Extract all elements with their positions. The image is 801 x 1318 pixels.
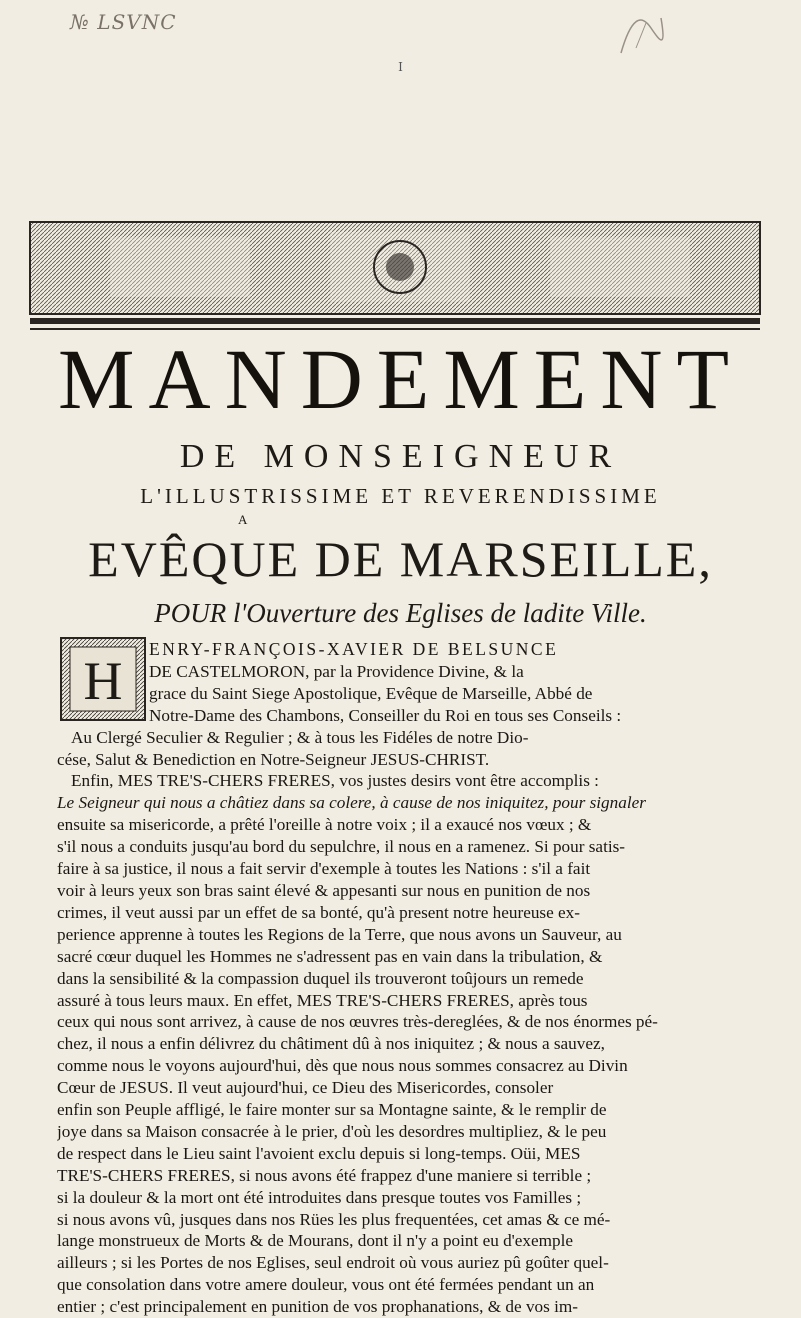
body-line: Au Clergé Seculier & Regulier ; & à tous les Fidéles de notre Dio- <box>71 727 529 747</box>
body-line: ENRY-FRANÇOIS-XAVIER DE BELSUNCE <box>149 639 559 659</box>
title-rule-thin <box>30 328 760 330</box>
body-line: si nous avons vû, jusques dans nos Rües les plus frequentées, cet amas & ce mé- <box>57 1209 611 1229</box>
body-line: cése, Salut & Benediction en Notre-Seigneur JESUS-CHRIST. <box>57 749 490 769</box>
page-number: I <box>398 60 403 74</box>
body-line: de respect dans le Lieu saint l'avoient exclu depuis si long-temps. Oüi, MES <box>57 1143 581 1163</box>
body-line: sacré cœur duquel les Hommes ne s'adressent pas en vain dans la tribulation, & <box>57 946 603 966</box>
body-line: lange monstrueux de Morts & de Mourans, dont il n'y a point eu d'exemple <box>57 1231 573 1251</box>
handwritten-flourish <box>611 8 671 58</box>
body-line: Enfin, MES TRE'S-CHERS FRERES, vos justes desirs vont être accomplis : <box>71 771 599 791</box>
body-line: perience apprenne à toutes les Regions de la Terre, que nous avons un Sauveur, au <box>57 924 622 944</box>
decorative-headpiece <box>0 72 801 322</box>
body-line: Notre-Dame des Chambons, Conseiller du Roi en tous ses Conseils : <box>149 705 622 725</box>
body-line: dans la sensibilité & la compassion duquel ils trouveront toûjours un remede <box>57 968 584 988</box>
subtitle-de-monseigneur: DE MONSEIGNEUR <box>179 438 622 475</box>
body-line: si la douleur & la mort ont été introduites dans presque toutes vos Familles ; <box>57 1187 582 1207</box>
subtitle-a: A <box>238 512 248 527</box>
body-line: crimes, il veut aussi par un effet de sa bonté, qu'à present notre heureuse ex- <box>57 902 580 922</box>
body-line: entier ; c'est principalement en punition de vos prophanations, & de vos im- <box>57 1297 578 1317</box>
body-line: enfin son Peuple affligé, le faire monter sur sa Montagne sainte, & le remplir de <box>57 1100 607 1120</box>
body-line: assuré à tous leurs maux. En effet, MES TRE'S-CHERS FRERES, après tous <box>57 990 588 1010</box>
body-line: s'il nous a conduits jusqu'au bord du sepulchre, il nous en a ramenez. Si pour satis- <box>57 837 626 857</box>
document-title: MANDEMENT <box>58 331 743 427</box>
title-rule-heavy <box>30 318 760 324</box>
body-line: ensuite sa misericorde, a prêté l'oreille à notre voix ; il a exaucé nos vœux ; & <box>57 815 592 835</box>
svg-text:H: H <box>83 651 123 711</box>
body-line: que consolation dans votre amere douleur, vous ont été fermées pendant un an <box>57 1275 595 1295</box>
body-line: joye dans sa Maison consacrée à le prier, d'où les desordres multipliez, & le peu <box>57 1121 607 1141</box>
body-line: chez, il nous a enfin délivrez du châtiment dû à nos iniquitez ; & nous a sauvez, <box>57 1034 605 1054</box>
body-line: voir à leurs yeux son bras saint élevé & appesanti sur nous en punition de nos <box>57 880 591 900</box>
body-line: grace du Saint Siege Apostolique, Evêque de Marseille, Abbé de <box>149 683 593 703</box>
body-line: Cœur de JESUS. Il veut aujourd'hui, ce Dieu des Misericordes, consoler <box>57 1078 554 1098</box>
mandement-body <box>57 639 775 1318</box>
subtitle-pour: POUR l'Ouverture des Eglises de ladite Ville. <box>154 598 647 628</box>
subtitle-illustrissime: L'ILLUSTRISSIME ET REVERENDISSIME <box>140 484 661 508</box>
body-line: comme nous le voyons aujourd'hui, dès que nous nous sommes consacrez au Divin <box>57 1056 628 1076</box>
body-line: TRE'S-CHERS FRERES, si nous avons été frappez d'une maniere si terrible ; <box>57 1165 592 1185</box>
body-line: Le Seigneur qui nous a châtiez dans sa colere, à cause de nos iniquitez, pour signaler <box>57 793 646 813</box>
subtitle-eveque: EVÊQUE DE MARSEILLE, <box>88 531 713 587</box>
body-line: ceux qui nous sont arrivez, à cause de nos œuvres très-dereglées, & de nos énormes pé- <box>57 1012 658 1032</box>
handwritten-shelfmark: № LSVNC <box>70 10 177 34</box>
body-line: ailleurs ; si les Portes de nos Eglises, seul endroit où vous auriez pû goûter quel- <box>57 1253 609 1273</box>
body-line: faire à sa justice, il nous a fait servir d'exemple à toutes les Nations : s'il a fait <box>57 859 591 879</box>
body-line: DE CASTELMORON, par la Providence Divine, & la <box>149 661 524 681</box>
